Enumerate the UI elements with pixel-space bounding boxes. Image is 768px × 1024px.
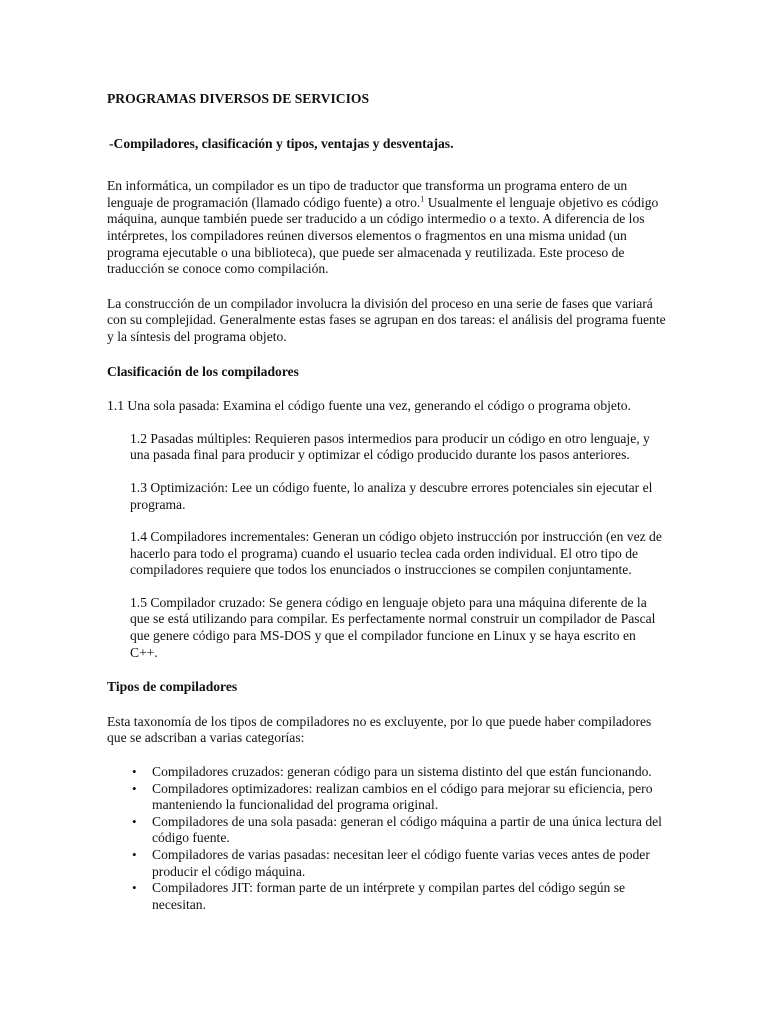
heading-types: Tipos de compiladores [107, 679, 238, 695]
bullet-item [107, 764, 667, 781]
bullet-item [107, 814, 667, 847]
heading-classification: Clasificación de los compiladores [107, 363, 299, 379]
paragraph-taxonomy: Esta taxonomía de los tipos de compiladores no es excluyente, por lo que puede haber compiladores que se adscriban a varias categorías: [107, 713, 652, 746]
bullet-item-text: Compiladores optimizadores: realizan cambios en el código para mejorar su eficiencia, pero manteniendo la funcionalidad del programa original. [152, 780, 653, 813]
classification-item: 1.1 Una sola pasada: Examina el código fuente una vez, generando el código o programa objeto. [107, 398, 631, 414]
bullet-item [107, 781, 667, 814]
bullet-item-text: Compiladores cruzados: generan código para un sistema distinto del que están funcionando. [152, 764, 652, 780]
bullet-item [107, 847, 667, 880]
bullet-dot-icon: • [132, 847, 137, 862]
bullet-dot-icon: • [132, 880, 137, 896]
bullet-dot-icon: • [132, 813, 137, 829]
document-page [107, 91, 667, 913]
bullet-item [107, 880, 667, 913]
bullet-item-text: Compiladores de una sola pasada: generan el código máquina a partir de una única lectura del código fuente. [152, 813, 662, 846]
bullet-item-text: Compiladores JIT: forman parte de un intérprete y compilan partes del código según se necesitan. [152, 880, 626, 912]
classification-item: 1.4 Compiladores incrementales: Generan un código objeto instrucción por instrucción (en vez de hacerlo para todo el programa) cuando el usuario teclea cada orden individual. El otro tipo de compiladores requiere que todos los enunciados o instrucciones se compilen conjuntamente. [130, 529, 662, 578]
document-subtitle: -Compiladores, clasificación y tipos, ventajas y desventajas. [109, 135, 454, 151]
classification-item: 1.5 Compilador cruzado: Se genera código en lenguaje objeto para una máquina diferente de la que se está utilizando para compilar. Es perfectamente normal construir un compilador de Pascal que genere código para MS-DOS y que el compilador funcione en Linux y se haya escrito en C++. [130, 594, 656, 660]
types-bullet-list [107, 764, 667, 913]
classification-item: 1.3 Optimización: Lee un código fuente, lo analiza y descubre errores potenciales sin ejecutar el programa. [130, 479, 653, 512]
paragraph-intro-text: En informática, un compilador es un tipo de traductor que transforma un programa entero de un lenguaje de programación (llamado código fuente) a otro. [107, 178, 628, 210]
bullet-dot-icon: • [132, 780, 137, 796]
bullet-dot-icon: • [132, 764, 137, 780]
paragraph-intro [107, 178, 667, 278]
bullet-item-text: Compiladores de varias pasadas: necesitan leer el código fuente varias veces antes de poder producir el código máquina. [152, 847, 650, 879]
classification-item: 1.2 Pasadas múltiples: Requieren pasos intermedios para producir un código en otro lenguaje, y una pasada final para producir y optimizar el código producido durante los pasos anteriores. [130, 430, 650, 463]
paragraph-intro-text-cont: Usualmente el lenguaje objetivo es código máquina, aunque también puede ser traducido a un código intermedio o a texto. A diferencia de los intérpretes, los compiladores reúnen diversos elementos o fragmentos en una misma unidad (un programa ejecutable o una biblioteca), que puede ser almacenada y reutilizada. Este proceso de traducción se conoce como compilación. [107, 194, 659, 277]
document-title: PROGRAMAS DIVERSOS DE SERVICIOS [107, 91, 370, 106]
paragraph-construction: La construcción de un compilador involucra la división del proceso en una serie de fases que variará con su complejidad. Generalmente estas fases se agrupan en dos tareas: el análisis del programa fuente y la síntesis del programa objeto. [107, 295, 666, 344]
footnote-reference[interactable]: 1 [420, 194, 425, 204]
